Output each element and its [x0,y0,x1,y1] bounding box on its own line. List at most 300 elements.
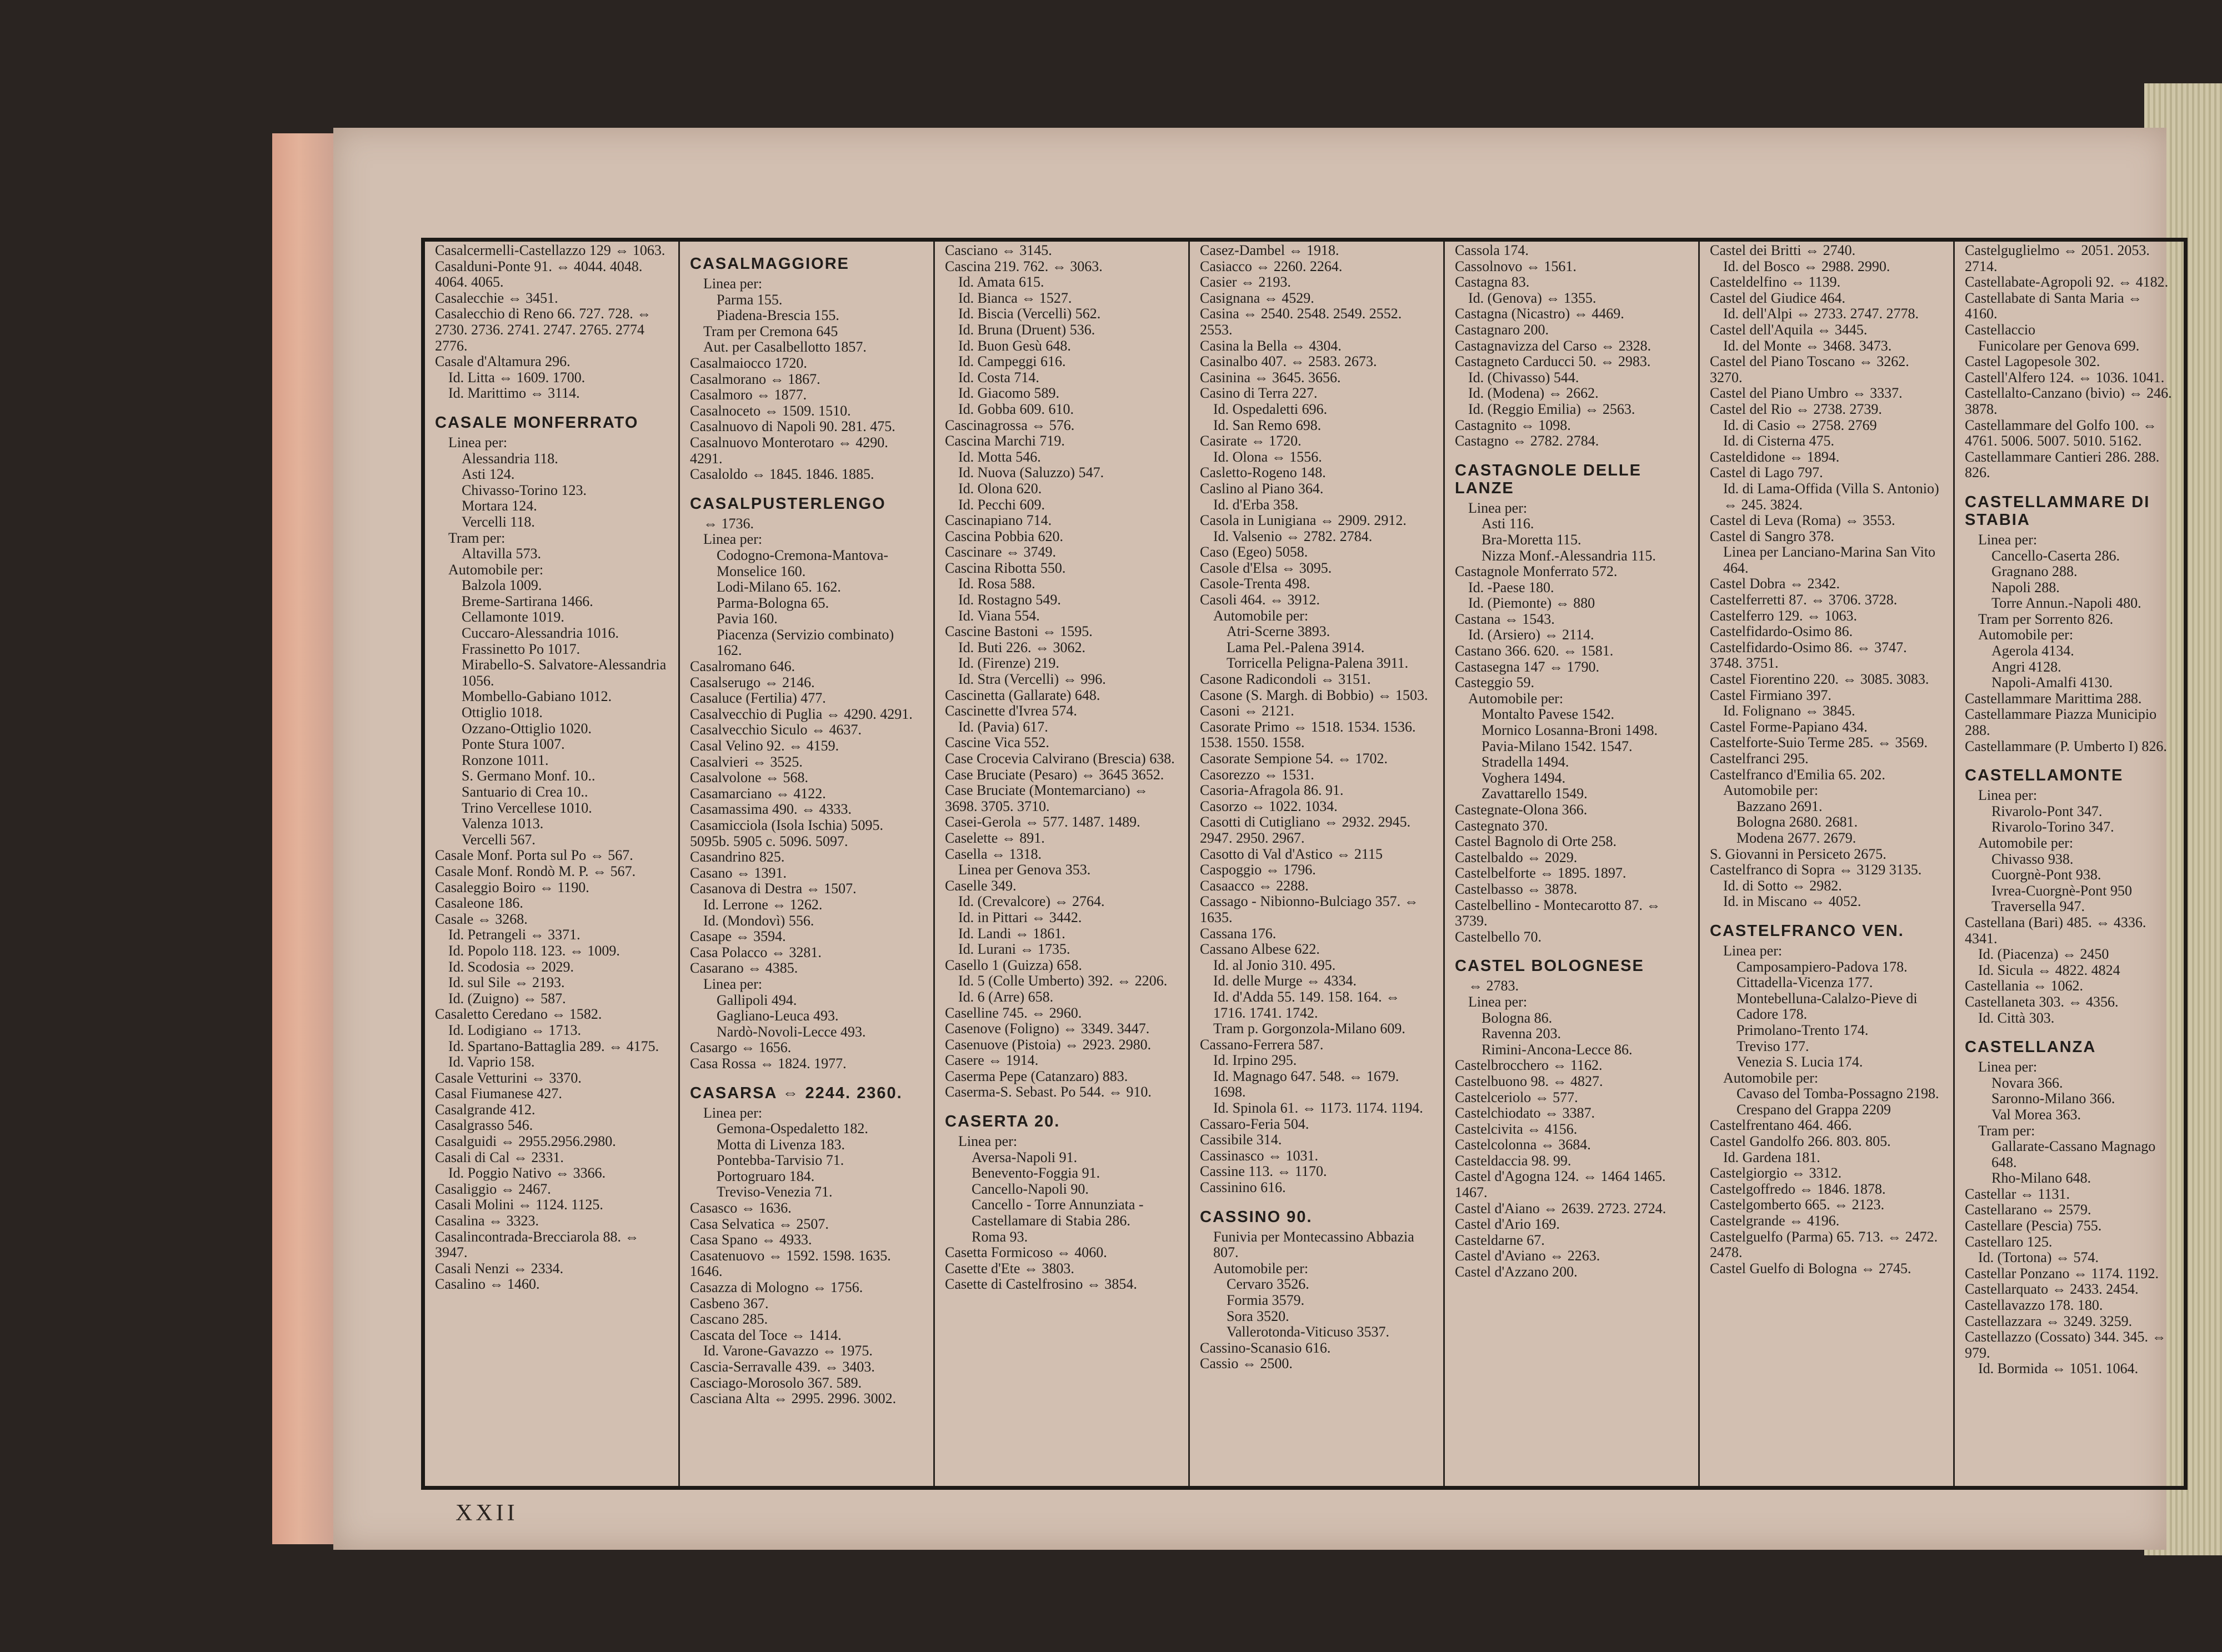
index-entry: Id. Bianca ⇔ 1527. [958,289,1072,306]
index-entry: Linea per: [448,434,508,450]
index-entry: Castagneto Carducci 50. ⇔ 2983. [1455,353,1651,370]
index-entry: Castelferro 129. ⇔ 1063. [1710,607,1858,624]
index-entry: Castel di Lago 797. [1710,464,1823,481]
section-heading: CASERTA 20. [945,1113,1060,1131]
index-entry: Castel del Piano Umbro ⇔ 3337. [1710,385,1903,402]
index-entry: Castellammare Piazza Municipio 288. [1965,706,2157,739]
index-column-6 [1700,242,1952,1486]
index-entry: Casamicciola (Isola Ischia) 5095. 5095b. 5905 c. 5096. 5097. [690,817,883,849]
index-entry: Linea per: [703,1104,763,1121]
index-entry: Castel Firmiano 397. [1710,687,1831,703]
index-entry: Id. Biscia (Vercelli) 562. [958,306,1101,322]
index-entry: Id. Giacomo 589. [958,385,1059,402]
index-entry: Tram p. Gorgonzola-Milano 609. [1213,1020,1405,1037]
index-entry: Casano ⇔ 1391. [690,864,787,881]
index-entry: Id. al Jonio 310. 495. [1213,957,1336,973]
index-entry: Cittadella-Vicenza 177. [1736,974,1873,991]
index-entry: Casette di Castelfrosino ⇔ 3854. [945,1276,1137,1293]
index-entry: Vallerotonda-Viticuso 3537. [1227,1324,1390,1340]
index-entry: Id. Nuova (Saluzzo) 547. [958,464,1104,481]
index-entry: Linea per: [958,1133,1018,1150]
index-entry: Casciano ⇔ 3145. [945,242,1052,258]
index-entry: Castelgoffredo ⇔ 1846. 1878. [1710,1180,1886,1197]
index-entry: Casere ⇔ 1914. [945,1052,1039,1069]
index-entry: Casalnuovo di Napoli 90. 281. 475. [690,418,895,435]
index-entry: Casasco ⇔ 1636. [690,1200,792,1217]
index-column-3 [935,242,1187,1486]
index-entry: Casalgrande 412. [435,1101,536,1118]
index-entry: Castagna (Nicastro) ⇔ 4469. [1455,306,1624,322]
index-entry: Cuorgnè-Pont 938. [1991,867,2101,883]
index-entry: Castel Gandolfo 266. 803. 805. [1710,1133,1891,1150]
index-entry: Caslino al Piano 364. [1200,480,1324,497]
index-entry: Castel del Piano Toscano ⇔ 3262. 3270. [1710,353,1909,386]
index-entry: Montalto Pavese 1542. [1482,706,1615,723]
index-entry: Lama Pel.-Palena 3914. [1227,639,1365,655]
index-entry: Castelbelforte ⇔ 1895. 1897. [1455,865,1627,882]
index-entry: Casarano ⇔ 4385. [690,960,798,977]
index-entry: Automobile per: [1978,627,2074,643]
index-entry: Voghera 1494. [1482,769,1566,786]
index-entry: Id. Lodigiano ⇔ 1713. [448,1022,582,1038]
index-entry: Rimini-Ancona-Lecce 86. [1482,1041,1633,1058]
index-entry: Id. Varone-Gavazzo ⇔ 1975. [703,1343,873,1359]
index-entry: Id. Irpino 295. [1213,1052,1297,1069]
index-entry: Casaletto Ceredano ⇔ 1582. [435,1006,602,1023]
index-entry: Castel Lagopesole 302. [1965,353,2100,370]
index-entry: Id. Sicula ⇔ 4822. 4824 [1978,962,2120,978]
index-entry: Casalduni-Ponte 91. ⇔ 4044. 4048. 4064. 4065. [435,258,643,291]
index-entry: Casape ⇔ 3594. [690,928,786,945]
index-entry: Casa Polacco ⇔ 3281. [690,944,822,960]
index-entry: Automobile per: [1723,1069,1819,1086]
index-entry: Saronno-Milano 366. [1991,1090,2115,1107]
index-entry: Cassana 176. [1200,925,1277,942]
index-entry: Cascinare ⇔ 3749. [945,544,1057,560]
index-entry: Id. Folignano ⇔ 3845. [1723,703,1855,719]
index-entry: Id. (Modena) ⇔ 2662. [1468,385,1599,402]
index-entry: Castasegna 147 ⇔ 1790. [1455,658,1599,675]
index-entry: Casalcermelli-Castellazzo 129 ⇔ 1063. [435,242,665,258]
index-entry: Modena 2677. 2679. [1736,829,1856,846]
index-entry: Id. (Pavia) 617. [958,718,1048,735]
index-entry: Casatenuovo ⇔ 1592. 1598. 1635. 1646. [690,1247,891,1280]
index-entry: Casinalbo 407. ⇔ 2583. 2673. [1200,353,1377,370]
index-entry: Gagliano-Leuca 493. [717,1008,839,1024]
index-entry: Venezia S. Lucia 174. [1736,1054,1863,1070]
index-entry: Casa Rossa ⇔ 1824. 1977. [690,1055,847,1072]
index-entry: Cassino-Scanasio 616. [1200,1339,1331,1356]
index-entry: Cascina Marchi 719. [945,433,1065,449]
index-entry: Casoli 464. ⇔ 3912. [1200,592,1320,608]
index-entry: Casale Monf. Rondò M. P. ⇔ 567. [435,863,636,879]
index-entry: Id. Scodosia ⇔ 2029. [448,958,574,975]
index-entry: Mornico Losanna-Broni 1498. [1482,722,1658,739]
index-entry: Id. (Genova) ⇔ 1355. [1468,289,1597,306]
book-binding [272,133,341,1544]
index-entry: Linea per: [1978,1059,2038,1075]
index-entry: Montebelluna-Calalzo-Pieve di Cadore 178. [1736,990,1918,1023]
index-entry: Cavaso del Tomba-Possagno 2198. [1736,1085,1939,1102]
index-entry: Casalino ⇔ 1460. [435,1276,540,1293]
index-column-2 [680,242,932,1486]
index-entry: Balzola 1009. [462,577,542,594]
index-entry: Casina ⇔ 2540. 2548. 2549. 2552. 2553. [1200,306,1402,338]
index-entry: Casotto di Val d'Astico ⇔ 2115 [1200,845,1383,862]
section-heading: CASALMAGGIORE [690,255,849,273]
index-entry: Piadena-Brescia 155. [717,307,839,324]
index-entry: Castellazzo (Cossato) 344. 345. ⇔ 979. [1965,1329,2166,1361]
index-entry: Castel Fiorentino 220. ⇔ 3085. 3083. [1710,671,1929,688]
index-entry: Frassinetto Po 1017. [462,640,580,657]
index-entry: Casalecchie ⇔ 3451. [435,289,558,306]
index-entry: Napoli 288. [1991,579,2060,595]
index-entry: Casanova di Destra ⇔ 1507. [690,880,857,897]
index-entry: Castellazzara ⇔ 3249. 3259. [1965,1313,2133,1329]
index-entry: Case Bruciate (Montemarciano) ⇔ 3698. 3705. 3710. [945,782,1149,814]
index-column-7 [1955,242,2184,1486]
index-entry: Castellaccio [1965,321,2036,338]
index-entry: Automobile per: [1723,782,1819,799]
section-heading: CASTELLANZA [1965,1038,2096,1057]
index-entry: Castellarano ⇔ 2579. [1965,1202,2091,1218]
index-entry: Castegnate-Olona 366. [1455,802,1588,818]
index-entry: Casa Spano ⇔ 4933. [690,1232,812,1248]
index-entry: Casalgrasso 546. [435,1117,533,1134]
index-entry: Automobile per: [1213,607,1309,624]
index-entry: Altavilla 573. [462,545,541,562]
index-entry: Treviso-Venezia 71. [717,1184,833,1200]
index-entry: Castellabate-Agropoli 92. ⇔ 4182. [1965,274,2169,291]
index-entry: Casciana Alta ⇔ 2995. 2996. 3002. [690,1390,897,1407]
index-entry: Castelceriolo ⇔ 577. [1455,1089,1578,1105]
index-entry: Linea per: [1978,531,2038,548]
index-entry: Castelfrentano 464. 466. [1710,1117,1852,1134]
index-entry: Id. 5 (Colle Umberto) 392. ⇔ 2206. [958,973,1168,989]
index-entry: Casier ⇔ 2193. [1200,274,1291,291]
index-entry: Castel dell'Aquila ⇔ 3445. [1710,321,1868,338]
index-entry: Cassinasco ⇔ 1031. [1200,1147,1319,1164]
index-entry: Mombello-Gabiano 1012. [462,688,612,705]
index-entry: Castel Bagnolo di Orte 258. [1455,833,1617,850]
index-entry: Id. (Zuigno) ⇔ 587. [448,990,566,1007]
index-entry: Castelchiodato ⇔ 3387. [1455,1105,1595,1122]
index-entry: Cascina Ribotta 550. [945,559,1066,576]
index-entry: Id. Lurani ⇔ 1735. [958,941,1070,958]
index-entry: Id. Landi ⇔ 1861. [958,925,1065,942]
index-entry: Casoni ⇔ 2121. [1200,703,1294,719]
index-entry: Id. (Reggio Emilia) ⇔ 2563. [1468,401,1635,417]
index-entry: Casone Radicondoli ⇔ 3151. [1200,671,1371,688]
index-entry: Caselette ⇔ 891. [945,829,1045,846]
index-entry: Cassola 174. [1455,242,1529,258]
index-entry: Cascano 285. [690,1311,768,1328]
index-entry: Castelgiorgio ⇔ 3312. [1710,1165,1842,1182]
index-entry: Casalvecchio Siculo ⇔ 4637. [690,722,862,738]
index-entry: Nizza Monf.-Alessandria 115. [1482,547,1656,564]
index-entry: Id. di Casio ⇔ 2758. 2769 [1723,417,1877,433]
index-entry: Chivasso-Torino 123. [462,482,587,498]
index-entry: Castellania ⇔ 1062. [1965,978,2084,994]
index-entry: Id. Ospedaletti 696. [1213,401,1328,417]
index-entry: Castellare (Pescia) 755. [1965,1218,2102,1234]
index-entry: Cascia-Serravalle 439. ⇔ 3403. [690,1359,875,1375]
index-entry: Casale ⇔ 3268. [435,910,528,927]
index-entry: Casaloldo ⇔ 1845. 1846. 1885. [690,466,874,483]
index-entry: Castellaneta 303. ⇔ 4356. [1965,993,2119,1010]
index-entry: Casaleone 186. [435,895,523,912]
index-entry: Casone (S. Margh. di Bobbio) ⇔ 1503. [1200,687,1428,703]
index-entry: Casalvolone ⇔ 568. [690,769,809,786]
index-entry: Primolano-Trento 174. [1736,1022,1869,1038]
index-entry: Castellaro 125. [1965,1233,2053,1250]
index-entry: Automobile per: [1213,1260,1309,1276]
index-entry: Casandrino 825. [690,849,785,865]
index-entry: Castel di Sangro 378. [1710,528,1834,544]
index-entry: Cascine Bastoni ⇔ 1595. [945,623,1093,640]
index-entry: Casiacco ⇔ 2260. 2264. [1200,258,1343,274]
index-entry: Id. (Tortona) ⇔ 574. [1978,1249,2099,1266]
index-entry: Id. Litta ⇔ 1609. 1700. [448,369,585,386]
index-entry: Castel dei Britti ⇔ 2740. [1710,242,1856,258]
index-entry: Mortara 124. [462,498,537,514]
index-entry: Casaluce (Fertilia) 477. [690,690,826,707]
index-entry: Castellammare (P. Umberto I) 826. [1965,738,2167,754]
index-entry: Id. Costa 714. [958,369,1039,386]
index-entry: Casalincontrada-Brecciarola 88. ⇔ 3947. [435,1228,639,1261]
index-entry: Cascinapiano 714. [945,512,1052,529]
index-entry: Castel Forme-Papiano 434. [1710,718,1868,735]
index-entry: Cascina 219. 762. ⇔ 3063. [945,258,1103,274]
section-heading: CASALE MONFERRATO [435,413,639,432]
index-entry: Ravenna 203. [1482,1025,1561,1042]
index-entry: Santuario di Crea 10.. [462,784,588,800]
index-entry: Castellabate di Santa Maria ⇔ 4160. [1965,289,2143,322]
index-entry: Castano 366. 620. ⇔ 1581. [1455,643,1614,659]
index-entry: Linea per: [1723,942,1783,959]
index-entry: Cancello-Napoli 90. [972,1180,1089,1197]
index-entry: Parma 155. [717,291,783,308]
index-entry: Casal Fiumanese 427. [435,1085,562,1102]
index-entry: Funivia per Montecassino Abbazia 807. [1213,1228,1414,1261]
index-entry: Id. Olona ⇔ 1556. [1213,448,1322,465]
index-entry: Castel del Giudice 464. [1710,289,1846,306]
index-entry: Cascinagrossa ⇔ 576. [945,417,1075,433]
index-entry: Ozzano-Ottiglio 1020. [462,720,592,737]
index-entry: Id. delle Murge ⇔ 4334. [1213,973,1357,989]
index-entry: Id. (Piacenza) ⇔ 2450 [1978,946,2109,963]
index-entry: Case Bruciate (Pesaro) ⇔ 3645 3652. [945,766,1164,783]
index-entry: Linea per: [1468,993,1528,1010]
index-entry: Casteggio 59. [1455,674,1534,691]
index-entry: Castelbello 70. [1455,928,1542,945]
index-entry: Casorate Primo ⇔ 1518. 1534. 1536. 1538. 1550. 1558. [1200,718,1416,751]
index-entry: Novara 366. [1991,1074,2063,1091]
index-entry: Castel d'Aiano ⇔ 2639. 2723. 2724. [1455,1200,1666,1217]
index-entry: Casoria-Afragola 86. 91. [1200,782,1344,799]
index-entry: Casali Molini ⇔ 1124. 1125. [435,1197,603,1213]
index-entry: Casalina ⇔ 3323. [435,1213,539,1229]
index-entry: Casteldidone ⇔ 1894. [1710,448,1840,465]
index-entry: Casignana ⇔ 4529. [1200,289,1314,306]
index-entry: Casteldelfino ⇔ 1139. [1710,274,1841,291]
index-entry: Cascinette d'Ivrea 574. [945,703,1077,719]
index-entry: Ottiglio 1018. [462,704,543,721]
index-entry: Id. Lerrone ⇔ 1262. [703,896,823,913]
index-entry: Cuccaro-Alessandria 1016. [462,625,619,642]
index-entry: Casale d'Altamura 296. [435,353,570,370]
index-entry: Id. Bormida ⇔ 1051. 1064. [1978,1360,2139,1377]
index-entry: Castelguglielmo ⇔ 2051. 2053. 2714. [1965,242,2150,274]
index-entry: Castelcolonna ⇔ 3684. [1455,1137,1591,1153]
index-entry: Id. Rostagno 549. [958,592,1061,608]
index-entry: Id. Città 303. [1978,1009,2055,1026]
index-entry: Linea per: [703,531,763,548]
section-heading: CASTEL BOLOGNESE [1455,957,1644,975]
index-entry: Caselle 349. [945,877,1017,894]
index-entry: Casaleggio Boiro ⇔ 1190. [435,879,589,895]
index-column-4 [1190,242,1442,1486]
index-entry: Castel Guelfo di Bologna ⇔ 2745. [1710,1260,1911,1276]
index-entry: Gallarate-Cassano Magnago 648. [1991,1138,2156,1170]
index-entry: Asti 124. [462,466,515,483]
index-entry: Linea per: [703,276,763,292]
index-entry: Id. in Miscano ⇔ 4052. [1723,893,1861,910]
index-entry: Cervaro 3526. [1227,1276,1309,1293]
index-entry: Casetta Formicoso ⇔ 4060. [945,1244,1107,1261]
index-entry: Id. Spartano-Battaglia 289. ⇔ 4175. [448,1038,659,1054]
index-entry: Casal Velino 92. ⇔ 4159. [690,738,839,754]
index-entry: Castelferretti 87. ⇔ 3706. 3728. [1710,592,1898,608]
index-entry: Id. del Bosco ⇔ 2988. 2990. [1723,258,1890,274]
index-entry: ⇔ 1736. [703,515,754,532]
index-entry: Castelfidardo-Osimo 86. [1710,623,1853,640]
index-entry: Castel d'Agogna 124. ⇔ 1464 1465. 1467. [1455,1168,1666,1201]
index-entry: Ponte Stura 1007. [462,736,565,753]
index-entry: Castelcivita ⇔ 4156. [1455,1120,1578,1137]
index-entry: Id. (Arsiero) ⇔ 2114. [1468,627,1594,643]
index-entry: Formia 3579. [1227,1292,1305,1308]
index-entry: Cellamonte 1019. [462,609,564,625]
index-entry: Id. (Firenze) 219. [958,655,1059,672]
index-entry: Casalmorano ⇔ 1867. [690,371,820,387]
index-entry: Id. di Lama-Offida (Villa S. Antonio) ⇔ 245. 3824. [1723,480,1939,513]
index-entry: Cassine 113. ⇔ 1170. [1200,1163,1327,1180]
index-entry: Angri 4128. [1991,658,2061,675]
index-entry: Alessandria 118. [462,450,558,467]
index-entry: Castel di Leva (Roma) ⇔ 3553. [1710,512,1895,529]
index-entry: Tram per: [1978,1122,2035,1139]
index-entry: Casalvecchio di Puglia ⇔ 4290. 4291. [690,705,913,722]
index-entry: Castel del Rio ⇔ 2738. 2739. [1710,401,1882,417]
index-entry: Ronzone 1011. [462,752,549,768]
index-entry: Casina la Bella ⇔ 4304. [1200,337,1342,354]
index-entry: Castelbrocchero ⇔ 1162. [1455,1057,1603,1074]
index-entry: Casaacco ⇔ 2288. [1200,877,1309,894]
index-entry: Casalserugo ⇔ 2146. [690,674,815,690]
index-entry: Mirabello-S. Salvatore-Alessandria 1056. [462,657,667,689]
page-folio: XXII [456,1500,518,1526]
index-entry: Parma-Bologna 65. [717,594,829,611]
index-entry: Castellammare Marittima 288. [1965,690,2142,707]
index-entry: Casorate Sempione 54. ⇔ 1702. [1200,750,1388,767]
index-entry: Castagna 83. [1455,274,1530,291]
index-entry: Id. Gobba 609. 610. [958,401,1074,417]
index-entry: Castelbellino - Montecarotto 87. ⇔ 3739. [1455,897,1661,929]
index-entry: Valenza 1013. [462,815,544,832]
index-entry: Zavattarello 1549. [1482,785,1588,802]
index-entry: Cascina Pobbia 620. [945,528,1064,544]
index-entry: Casirate ⇔ 1720. [1200,433,1302,449]
index-entry: Tram per: [448,529,506,546]
index-entry: Id. dell'Alpi ⇔ 2733. 2747. 2778. [1723,306,1919,322]
index-entry: Pavia 160. [717,610,778,627]
index-entry: Id. San Remo 698. [1213,417,1322,433]
index-entry: Casino di Terra 227. [1200,385,1318,402]
index-entry: Id. di Cisterna 475. [1723,433,1835,449]
index-entry: Treviso 177. [1736,1038,1809,1054]
index-entry: Id. (Mondovì) 556. [703,912,814,929]
index-entry: Casali Nenzi ⇔ 2334. [435,1260,564,1276]
index-entry: Napoli-Amalfi 4130. [1991,674,2113,691]
index-entry: Id. di Sotto ⇔ 2982. [1723,877,1842,894]
index-entry: Id. Buon Gesù 648. [958,337,1071,354]
section-heading: CASARSA ⇔ 2244. 2360. [690,1084,903,1102]
index-entry: Aversa-Napoli 91. [972,1149,1078,1165]
index-entry: Casotti di Cutigliano ⇔ 2932. 2945. 2947. 2950. 2967. [1200,814,1411,846]
index-entry: Castellar Ponzano ⇔ 1174. 1192. [1965,1265,2159,1281]
index-entry: Torricella Peligna-Palena 3911. [1227,655,1409,672]
index-entry: Caserma Pepe (Catanzaro) 883. [945,1068,1128,1084]
index-entry: Automobile per: [1468,690,1564,707]
index-entry: Traversella 947. [1991,898,2085,915]
index-column-5 [1445,242,1697,1486]
index-entry: Castagnaro 200. [1455,321,1549,338]
index-entry: Castelgrande ⇔ 4196. [1710,1213,1840,1229]
index-entry: Id. (Chivasso) 544. [1468,369,1579,386]
index-entry: Rho-Milano 648. [1991,1170,2091,1187]
index-entry: Casciago-Morosolo 367. 589. [690,1374,862,1391]
index-entry: Id. Bruna (Druent) 536. [958,321,1095,338]
index-entry: Camposampiero-Padova 178. [1736,958,1908,975]
index-entry: Roma 93. [972,1228,1028,1245]
index-entry: Benevento-Foggia 91. [972,1165,1100,1182]
index-entry: Cancello - Torre Annunziata - Castellamare di Stabia 286. [972,1197,1144,1229]
index-entry: Cascine Vica 552. [945,734,1049,751]
index-entry: Casalromano 646. [690,658,795,675]
index-entry: Casenuove (Pistoia) ⇔ 2923. 2980. [945,1036,1152,1053]
index-entry: Id. Campeggi 616. [958,353,1066,370]
index-entry: Castellammare del Golfo 100. ⇔ 4761. 5006. 5007. 5010. 5162. [1965,417,2157,449]
index-entry: Gemona-Ospedaletto 182. [717,1120,868,1137]
index-entry: Cassinino 616. [1200,1179,1286,1196]
index-entry: Automobile per: [448,561,544,578]
index-entry: Castel d'Ario 169. [1455,1216,1560,1233]
index-entry: Bologna 86. [1482,1009,1553,1026]
index-entry: Castellalto-Canzano (bivio) ⇔ 246. 3878. [1965,385,2172,417]
index-entry: Castelbaldo ⇔ 2029. [1455,849,1578,865]
section-heading: CASTAGNOLE DELLE LANZE [1455,461,1642,497]
index-entry: Tram per Sorrento 826. [1978,610,2114,627]
index-entry: Id. Pecchi 609. [958,496,1045,513]
index-entry: Castellarquato ⇔ 2433. 2454. [1965,1281,2139,1298]
index-entry: Castel d'Aviano ⇔ 2263. [1455,1248,1600,1264]
section-heading: CASSINO 90. [1200,1208,1313,1226]
index-entry: Portogruaro 184. [717,1168,815,1184]
index-entry: Caspoggio ⇔ 1796. [1200,862,1316,878]
index-entry: Piacenza (Servizio combinato) 162. [717,626,894,659]
index-entry: Cassio ⇔ 2500. [1200,1355,1293,1372]
